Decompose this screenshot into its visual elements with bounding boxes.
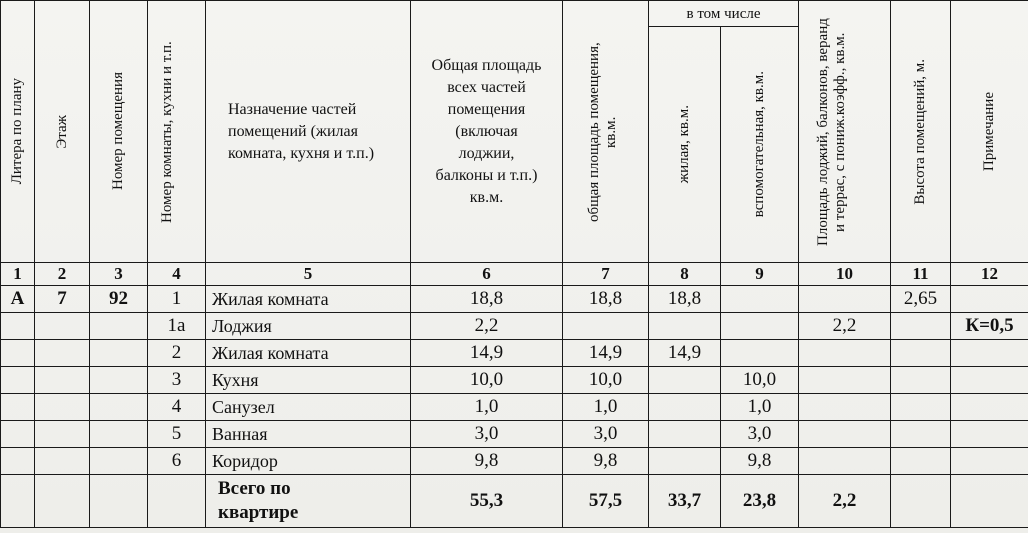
column-number: 9 [721,263,799,286]
cell-vysota: 2,65 [891,286,951,313]
cell-primechanie [951,286,1028,313]
cell-etazh [35,421,90,448]
cell-lodzhii [799,448,891,475]
cell-zhilaya [649,448,721,475]
cell-lodzhii [799,286,891,313]
column-number-row [1,263,1028,286]
cell-primechanie [951,421,1028,448]
cell-vspomogatelnaya: 9,8 [721,448,799,475]
cell-lodzhii [799,340,891,367]
table-row [1,286,1028,313]
header-vspomogatelnaya: вспомогательная, кв.м. [721,27,799,263]
cell-etazh [35,394,90,421]
cell-nomer-pomeshcheniya [90,340,148,367]
cell-nomer-pomeshcheniya [90,421,148,448]
total-row [1,475,1028,528]
cell-naznachenie: Жилая комната [206,286,411,313]
header-etazh: Этаж [35,1,90,263]
column-number: 8 [649,263,721,286]
cell-vysota [891,313,951,340]
total-lodzhii: 2,2 [799,475,891,528]
header-zhilaya: жилая, кв.м. [649,27,721,263]
cell-primechanie [951,340,1028,367]
cell-litera [1,448,35,475]
cell-litera: А [1,286,35,313]
column-number: 3 [90,263,148,286]
cell-nomer-komnaty: 5 [148,421,206,448]
cell-naznachenie: Ванная [206,421,411,448]
cell-obshchaya: 10,0 [563,367,649,394]
cell-obshchaya: 14,9 [563,340,649,367]
total-vspomogatelnaya: 23,8 [721,475,799,528]
column-number: 11 [891,263,951,286]
cell-nomer-pomeshcheniya [90,367,148,394]
cell-litera [1,421,35,448]
cell-primechanie [951,448,1028,475]
cell-vspomogatelnaya [721,286,799,313]
cell-litera [1,340,35,367]
cell-obshchaya-vsekh: 14,9 [411,340,563,367]
cell-naznachenie: Жилая комната [206,340,411,367]
cell-zhilaya: 14,9 [649,340,721,367]
total-label: Всего по квартире [206,475,411,528]
cell-vspomogatelnaya [721,340,799,367]
cell-litera [1,394,35,421]
header-lodzhii: Площадь лоджий, балконов, веранд и террас, с пониж.коэфф., кв.м. [799,1,891,263]
table-row [1,367,1028,394]
cell-primechanie [951,394,1028,421]
cell-zhilaya: 18,8 [649,286,721,313]
table-row [1,313,1028,340]
cell-obshchaya: 9,8 [563,448,649,475]
cell-vysota [891,421,951,448]
cell-naznachenie: Лоджия [206,313,411,340]
cell-etazh [35,340,90,367]
table-row [1,394,1028,421]
cell-nomer-pomeshcheniya: 92 [90,286,148,313]
cell-vysota [891,367,951,394]
column-number: 6 [411,263,563,286]
cell-vysota [891,448,951,475]
cell-etazh [35,367,90,394]
table-row [1,340,1028,367]
cell-lodzhii: 2,2 [799,313,891,340]
cell-obshchaya-vsekh: 18,8 [411,286,563,313]
header-row-1 [1,1,1028,27]
cell-vspomogatelnaya: 1,0 [721,394,799,421]
cell-naznachenie: Санузел [206,394,411,421]
cell-vspomogatelnaya: 3,0 [721,421,799,448]
cell-naznachenie: Коридор [206,448,411,475]
cell-etazh: 7 [35,286,90,313]
cell-litera [1,367,35,394]
cell-obshchaya-vsekh: 10,0 [411,367,563,394]
cell-obshchaya-vsekh: 1,0 [411,394,563,421]
cell-litera [1,313,35,340]
cell-zhilaya [649,421,721,448]
header-obshchaya-pomeshcheniya: общая площадь помещения, кв.м. [563,1,649,263]
table-row [1,448,1028,475]
column-number: 7 [563,263,649,286]
data-rows [1,286,1028,475]
cell-obshchaya: 18,8 [563,286,649,313]
cell-etazh [35,313,90,340]
cell-vysota [891,394,951,421]
cell-nomer-pomeshcheniya [90,394,148,421]
header-nomer-pomeshcheniya: Номер помещения [90,1,148,263]
column-number: 5 [206,263,411,286]
cell-nomer-komnaty: 1 [148,286,206,313]
header-litera: Литера по плану [1,1,35,263]
cell-primechanie: К=0,5 [951,313,1028,340]
cell-nomer-komnaty: 6 [148,448,206,475]
cell-vspomogatelnaya [721,313,799,340]
total-zhilaya: 33,7 [649,475,721,528]
cell-obshchaya-vsekh: 9,8 [411,448,563,475]
cell-lodzhii [799,421,891,448]
cell-nomer-pomeshcheniya [90,448,148,475]
cell-zhilaya [649,394,721,421]
column-number: 2 [35,263,90,286]
table-row [1,421,1028,448]
cell-obshchaya: 1,0 [563,394,649,421]
cell-lodzhii [799,394,891,421]
column-number: 4 [148,263,206,286]
header-v-tom-chisle: в том числе [649,1,799,27]
cell-zhilaya [649,367,721,394]
cell-obshchaya-vsekh: 3,0 [411,421,563,448]
total-obshchaya: 57,5 [563,475,649,528]
header-nomer-komnaty: Номер комнаты, кухни и т.п. [148,1,206,263]
column-number: 12 [951,263,1028,286]
cell-obshchaya: 3,0 [563,421,649,448]
cell-vysota [891,340,951,367]
header-primechanie: Примечание [951,1,1028,263]
cell-nomer-komnaty: 1а [148,313,206,340]
cell-nomer-pomeshcheniya [90,313,148,340]
cell-lodzhii [799,367,891,394]
cell-obshchaya [563,313,649,340]
cell-nomer-komnaty: 2 [148,340,206,367]
column-number: 10 [799,263,891,286]
header-naznachenie: Назначение частей помещений (жилая комната, кухня и т.п.) [206,1,411,263]
cell-vspomogatelnaya: 10,0 [721,367,799,394]
header-obshchaya-vsekh: Общая площадь всех частей помещения (включая лоджии, балконы и т.п.) кв.м. [411,1,563,263]
cell-nomer-komnaty: 3 [148,367,206,394]
cell-primechanie [951,367,1028,394]
cell-naznachenie: Кухня [206,367,411,394]
cell-zhilaya [649,313,721,340]
header-vysota: Высота помещений, м. [891,1,951,263]
column-number: 1 [1,263,35,286]
cell-nomer-komnaty: 4 [148,394,206,421]
cell-obshchaya-vsekh: 2,2 [411,313,563,340]
cell-etazh [35,448,90,475]
total-all: 55,3 [411,475,563,528]
